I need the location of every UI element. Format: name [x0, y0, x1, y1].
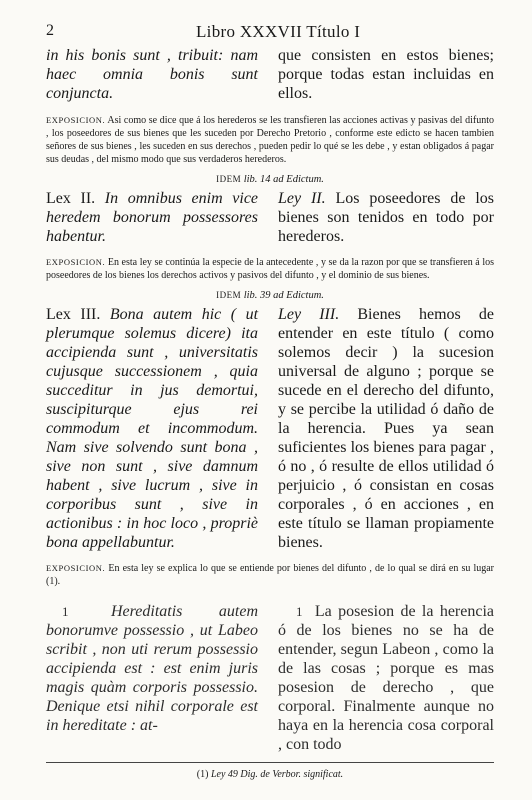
lex-2-label: Lex II.: [46, 190, 96, 207]
running-title: Libro XXXVII Título I: [196, 22, 361, 41]
section-1-number: 1: [296, 604, 303, 619]
lex-3-text: Bona autem hic ( ut plerumque solemus dicere) ita accipienda sunt , universitatis cujusque successionem , quia succeditur in jus demortui, suscipiturque ejus rei commodum et incommodum. Nam sive solvendo sunt bona , sive non sunt , sive damnum habent , sive lucrum , sive in corporibus sunt , sive in actionibus : in hoc loco , propriè bona appellabuntur.: [46, 306, 259, 551]
section-1-latin-text: Hereditatis autem bonorumve possessio , ut Labeo scribit , non uti rerum possessio accipienda est : est enim juris magis quàm corporis possessio. Denique etsi nihil corporale est in hereditate : at-: [46, 603, 258, 734]
section-1-latin: [46, 602, 258, 754]
section-1-number: 1: [62, 604, 69, 619]
footnote: [46, 769, 494, 780]
exposicion-text: Asi como se dice que á los herederos se les transfieren las acciones activas y pasivas del difunto , los poseedores de sus bienes que les suceden por Derecho Pretorio , conforme este edicto se hacen tambien señores de sus bienes , les suceden en sus derechos , pueden pedir lo qué se les debe , y estan obligados á pagar sus deudas , del mismo modo que sus verdaderos herederos.: [46, 115, 494, 165]
idem-prefix: IDEM: [216, 174, 242, 184]
idem-ref: lib. 39 ad Edictum.: [243, 290, 324, 301]
source-reference-2: [46, 290, 494, 301]
lex-2-text: In omnibus enim vice heredem bonorum possessores habentur.: [46, 190, 259, 245]
footnote-mark: (1): [196, 769, 209, 780]
section-1: [46, 602, 494, 754]
lex-2: [46, 189, 494, 246]
lex-2-latin: [46, 189, 258, 246]
continuation-block: [46, 46, 494, 103]
ley-3-spanish: [278, 305, 494, 552]
exposicion-label: EXPOSICION.: [46, 563, 106, 573]
exposicion-1: [46, 114, 494, 166]
ley-3-text: Bienes hemos de entender en este título ( como solemos decir ) la sucesion universal de alguno ; porque se sucede en el derecho del difunto, y se percibe la utilidad ó daño de la herencia. Pues ya sean suficientes los bienes para pagar , ó no , ó resulte de ellos utilidad ó perjuicio , ó consistan en cosas corporales , ó en acciones , en este título se llaman propiamente bienes.: [278, 306, 495, 551]
source-reference-1: [46, 174, 494, 185]
section-1-spanish: [278, 602, 494, 754]
footnote-divider: [46, 762, 494, 763]
exposicion-text: En esta ley se explica lo que se entiende por bienes del difunto , de lo qual se dirá en su lugar (1).: [46, 563, 494, 587]
exposicion-label: EXPOSICION.: [46, 257, 106, 267]
lex-3: [46, 305, 494, 552]
page-number: 2: [46, 22, 54, 39]
footnote-text: Ley 49 Dig. de Verbor. significat.: [210, 769, 344, 780]
page: [46, 22, 494, 780]
section-1-spanish-text: La posesion de la herencia ó de los bienes no se ha de entender, segun Labeon , como la de las cosas ; porque es mas posesion de derecho , que corporal. Finalmente aunque no haya en la herencia cosa corporal , con todo: [278, 603, 494, 753]
ley-3-label: Ley III.: [278, 306, 340, 323]
exposicion-text: En esta ley se continúa la especie de la antecedente , y se da la razon por que se transfieren á los poseedores de los bienes los derechos activos y pasivos del difunto , y el dominio de sus bienes.: [46, 257, 494, 281]
page-header: [46, 22, 494, 46]
lex-3-latin: [46, 305, 258, 552]
lex-3-label: Lex III.: [46, 306, 101, 323]
latin-continuation: in his bonis sunt , tribuit: nam haec omnia bonis sunt conjuncta.: [46, 47, 258, 102]
idem-prefix: IDEM: [216, 290, 242, 300]
exposicion-2: [46, 256, 494, 282]
ley-2-text: Los poseedores de los bienes son tenidos en todo por herederos.: [278, 190, 494, 245]
idem-ref: lib. 14 ad Edictum.: [243, 174, 324, 185]
exposicion-label: EXPOSICION.: [46, 115, 106, 125]
spanish-continuation: que consisten en estos bienes; porque todas estan incluidas en ellos.: [278, 47, 494, 102]
ley-2-spanish: [278, 189, 494, 246]
exposicion-3: [46, 562, 494, 588]
ley-2-label: Ley II.: [278, 190, 326, 207]
